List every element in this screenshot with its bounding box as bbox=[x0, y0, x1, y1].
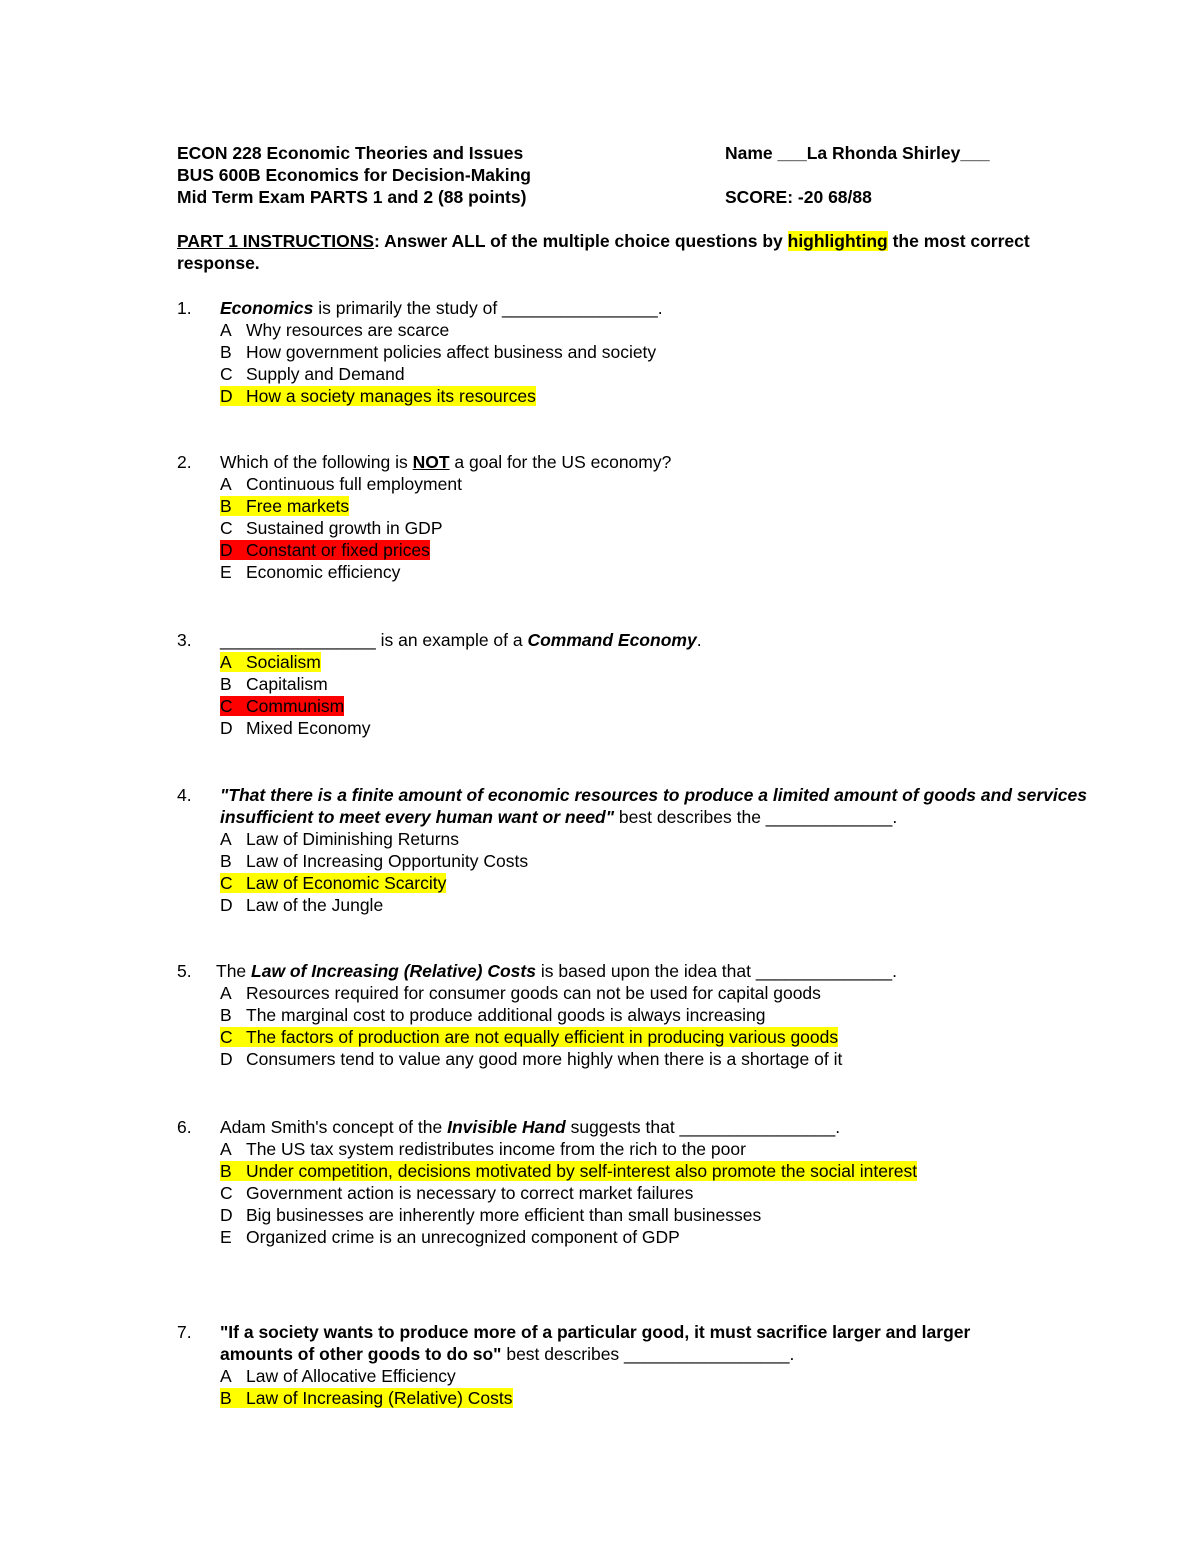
answer-option: C Supply and Demand bbox=[220, 364, 405, 384]
exam-score: SCORE: -20 68/88 bbox=[725, 187, 872, 207]
answer-option-correct: D Constant or fixed prices bbox=[220, 540, 430, 560]
answer-option: B Law of Increasing Opportunity Costs bbox=[220, 851, 529, 871]
question-stem: Adam Smith's concept of the Invisible Hand suggests that ________________. bbox=[220, 1117, 841, 1137]
answer-option: A Law of Diminishing Returns bbox=[220, 829, 460, 849]
answer-option-selected: B Law of Increasing (Relative) Costs bbox=[220, 1388, 513, 1408]
question-stem: The Law of Increasing (Relative) Costs is based upon the idea that ______________. bbox=[216, 961, 897, 981]
stem-emphasis: Command Economy bbox=[527, 630, 697, 650]
stem-emphasis: Economics bbox=[220, 298, 314, 318]
question-number: 1. bbox=[177, 298, 192, 318]
student-name: Name ___La Rhonda Shirley___ bbox=[725, 143, 990, 163]
exam-title: Mid Term Exam PARTS 1 and 2 (88 points) bbox=[177, 187, 527, 207]
answer-option: E Economic efficiency bbox=[220, 562, 401, 582]
question-stem: "That there is a finite amount of economic resources to produce a limited amount of goods and services insufficient to meet every human want or need" best describes the _____________. bbox=[220, 785, 1087, 827]
answer-option: D Big businesses are inherently more efficient than small businesses bbox=[220, 1205, 762, 1225]
answer-option: A The US tax system redistributes income from the rich to the poor bbox=[220, 1139, 746, 1159]
stem-emphasis: Invisible Hand bbox=[447, 1117, 566, 1137]
answer-option: B Capitalism bbox=[220, 674, 328, 694]
question-6 bbox=[177, 1116, 1127, 1248]
question-stem: ________________ is an example of a Command Economy. bbox=[220, 630, 702, 650]
question-stem: "If a society wants to produce more of a particular good, it must sacrifice larger and larger amounts of other goods to do so" best describes _________________. bbox=[220, 1322, 971, 1364]
answer-option: D Mixed Economy bbox=[220, 718, 371, 738]
answer-option: D Law of the Jungle bbox=[220, 895, 384, 915]
answer-option: C Government action is necessary to correct market failures bbox=[220, 1183, 694, 1203]
course-title-2: BUS 600B Economics for Decision-Making bbox=[177, 165, 531, 185]
question-number: 6. bbox=[177, 1117, 192, 1137]
question-4 bbox=[177, 784, 1127, 916]
question-number: 4. bbox=[177, 785, 192, 805]
answer-option: A Resources required for consumer goods can not be used for capital goods bbox=[220, 983, 821, 1003]
answer-option: D Consumers tend to value any good more highly when there is a shortage of it bbox=[220, 1049, 843, 1069]
answer-option: A Law of Allocative Efficiency bbox=[220, 1366, 456, 1386]
answer-option: A Continuous full employment bbox=[220, 474, 462, 494]
answer-option-selected: C The factors of production are not equally efficient in producing various goods bbox=[220, 1027, 839, 1047]
question-1 bbox=[177, 297, 1127, 407]
question-5 bbox=[177, 960, 1127, 1070]
question-number: 3. bbox=[177, 630, 192, 650]
answer-option: B The marginal cost to produce additional goods is always increasing bbox=[220, 1005, 766, 1025]
answer-option-selected: D How a society manages its resources bbox=[220, 386, 536, 406]
part1-instructions bbox=[177, 230, 1047, 274]
instructions-text-before: : Answer ALL of the multiple choice questions by bbox=[374, 231, 788, 251]
instructions-label: PART 1 INSTRUCTIONS bbox=[177, 231, 375, 251]
question-3 bbox=[177, 629, 1127, 739]
question-number: 5. bbox=[177, 961, 192, 981]
answer-option: C Sustained growth in GDP bbox=[220, 518, 443, 538]
question-number: 2. bbox=[177, 452, 192, 472]
stem-emphasis: "That there is a finite amount of economic resources to produce a limited amount of goods and services insufficient to meet every human want or need" bbox=[220, 785, 1087, 827]
answer-option: B How government policies affect business and society bbox=[220, 342, 657, 362]
course-title-1: ECON 228 Economic Theories and Issues bbox=[177, 143, 524, 163]
stem-emphasis: Law of Increasing (Relative) Costs bbox=[251, 961, 536, 981]
answer-option-selected: B Under competition, decisions motivated by self-interest also promote the social interest bbox=[220, 1161, 918, 1181]
answer-option-selected: B Free markets bbox=[220, 496, 350, 516]
instructions-text-after: the most correct response. bbox=[177, 231, 1030, 273]
answer-option: E Organized crime is an unrecognized component of GDP bbox=[220, 1227, 680, 1247]
question-2 bbox=[177, 451, 1127, 583]
question-stem: Economics is primarily the study of ________________. bbox=[220, 298, 663, 318]
answer-option-selected: A Socialism bbox=[220, 652, 321, 672]
question-stem: Which of the following is NOT a goal for the US economy? bbox=[220, 452, 672, 472]
question-number: 7. bbox=[177, 1322, 192, 1342]
answer-option: A Why resources are scarce bbox=[220, 320, 450, 340]
stem-emphasis: "If a society wants to produce more of a particular good, it must sacrifice larger and larger amounts of other goods to do so" bbox=[220, 1322, 971, 1364]
answer-option-correct: C Communism bbox=[220, 696, 345, 716]
answer-option-selected: C Law of Economic Scarcity bbox=[220, 873, 447, 893]
instructions-highlight-word: highlighting bbox=[787, 231, 888, 251]
question-7 bbox=[177, 1321, 1127, 1409]
stem-emphasis: NOT bbox=[412, 452, 450, 472]
